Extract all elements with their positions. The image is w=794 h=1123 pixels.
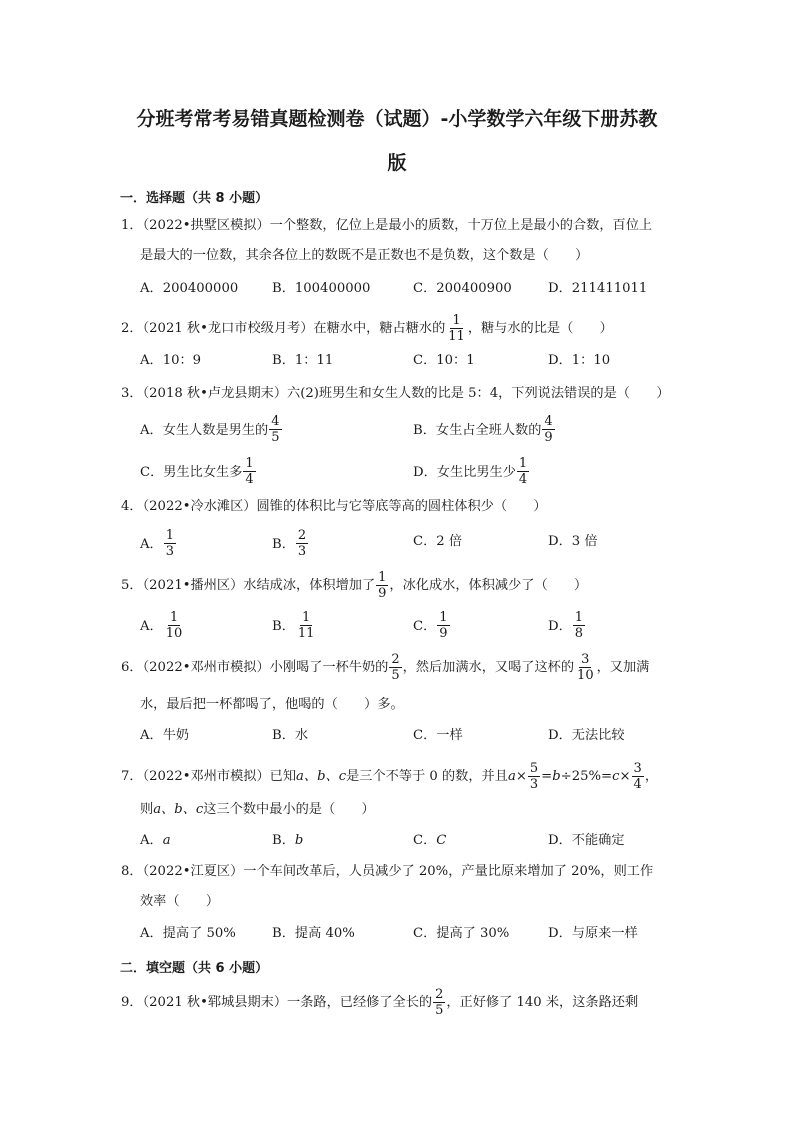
q8-option-b: B．提高 40% [272, 926, 355, 941]
q5-option-c: C． $\frac{1}{9}$ [413, 610, 448, 641]
q4-option-c: C．2 倍 [413, 534, 463, 549]
q9-line1: 9．（2021 秋•郓城县期末）一条路，已经修了全长的 $\frac{2}{5}$ ，正好修了 140 米，这条路还剩 [121, 987, 639, 1018]
q2-fraction [446, 314, 467, 343]
q6-option-c: C．一样 [413, 728, 463, 743]
q6-option-b: B．水 [272, 728, 309, 743]
q7-option-a: A．a [140, 833, 171, 848]
q6-fraction-2: $\frac{3}{10}$ [577, 652, 594, 683]
q1-option-b: B．100400000 [272, 281, 371, 296]
q5-line1: 5．（2021•播州区）水结成冰，体积增加了 $\frac{1}{9}$ ，冰化成水，体积减少了（ ） [121, 570, 588, 601]
q8-option-a: A．提高了 50% [140, 926, 236, 941]
q1-option-a: A．200400000 [140, 281, 239, 296]
q6-option-a: A．牛奶 [140, 728, 190, 743]
q5-option-d: D． $\frac{1}{8}$ [548, 610, 584, 641]
q2-option-a: A．10：9 [140, 353, 202, 368]
q1-line2: 是最大的一位数，其余各位上的数既不是正数也不是负数，这个数是（ ） [140, 248, 589, 263]
q4-line1: 4．（2022•冷水滩区）圆锥的体积比与它等底等高的圆柱体积少（ ） [121, 499, 547, 514]
q5-option-b: B． $\frac{1}{11}$ [272, 610, 315, 641]
q2-option-c: C．10：1 [413, 353, 475, 368]
q2-fraction-numerator: 1 [452, 313, 461, 328]
q2-fraction-denominator: 11 [448, 329, 465, 344]
q6-line2: 水，最后把一杯都喝了，他喝的（ ）多。 [140, 697, 404, 712]
q8-line1: 8．（2022•江夏区）一个车间改革后，人员减少了 20%，产量比原来增加了 20%，则工作 [121, 864, 654, 879]
q2-option-d: D．1：10 [548, 353, 611, 368]
q1-option-c: C．200400900 [413, 281, 512, 296]
q2-text-post: ，糖与水的比是（ ） [467, 321, 613, 336]
q5-option-a: A． $\frac{1}{10}$ [140, 610, 183, 641]
q4-option-d: D．3 倍 [548, 534, 598, 549]
q3-option-b: B．女生占全班人数的 $\frac{4}{9}$ [413, 414, 553, 445]
page-title-line1: 分班考常考易错真题检测卷（试题）-小学数学六年级下册苏教 [136, 108, 658, 130]
q7-fraction-2: $\frac{3}{4}$ [633, 761, 642, 792]
q6-option-d: D．无法比较 [548, 728, 625, 743]
page-title-line2: 版 [387, 152, 407, 174]
q1-line1: 1．（2022•拱墅区模拟）一个整数，亿位上是最小的质数，十万位上是最小的合数，百位上 [121, 218, 653, 233]
q4-option-a: A． $\frac{1}{3}$ [140, 528, 174, 559]
q7-option-d: D．不能确定 [548, 833, 625, 848]
q3-option-c: C．男生比女生多 $\frac{1}{4}$ [140, 456, 254, 487]
q7-option-c: C．C [413, 833, 447, 848]
q7-line1: 7．（2022•邓州市模拟）已知a、b、c是三个不等于 0 的数，并且a× $\frac{5}{3}$ =b÷25%=c× $\frac{3}{4}$ ， [121, 761, 659, 792]
section-heading-choice: 一．选择题（共 8 小题） [120, 191, 269, 206]
q3-line1: 3．（2018 秋•卢龙县期末）六(2)班男生和女生人数的比是 5：4，下列说法错误的是（ ） [121, 386, 670, 401]
q9-fraction: $\frac{2}{5}$ [435, 987, 444, 1018]
q1-option-d: D．211411011 [548, 281, 648, 296]
q2-text-pre: 2．（2021 秋•龙口市校级月考）在糖水中，糖占糖水的 [121, 321, 446, 336]
q2-option-b: B．1：11 [272, 353, 334, 368]
q7-line2: 则a、b、c这三个数中最小的是（ ） [140, 802, 375, 817]
section-heading-fill: 二．填空题（共 6 小题） [120, 961, 269, 976]
q6-fraction-1: $\frac{2}{5}$ [391, 652, 400, 683]
q4-option-b: B． $\frac{2}{3}$ [272, 528, 307, 559]
q2-line1 [121, 314, 613, 343]
q3-option-a: A．女生人数是男生的 $\frac{4}{5}$ [140, 414, 280, 445]
q6-line1: 6．（2022•邓州市模拟）小刚喝了一杯牛奶的 $\frac{2}{5}$ ，然后加满水，又喝了这杯的 $\frac{3}{10}$ ，又加满 [121, 652, 650, 683]
q7-fraction-1: $\frac{5}{3}$ [529, 761, 539, 792]
q8-option-d: D．与原来一样 [548, 926, 638, 941]
q7-option-b: B．b [272, 833, 304, 848]
q8-line2: 效率（ ） [140, 894, 220, 909]
q5-fraction: $\frac{1}{9}$ [378, 570, 387, 601]
q8-option-c: C．提高了 30% [413, 926, 510, 941]
q3-option-d: D．女生比男生少 $\frac{1}{4}$ [413, 456, 528, 487]
